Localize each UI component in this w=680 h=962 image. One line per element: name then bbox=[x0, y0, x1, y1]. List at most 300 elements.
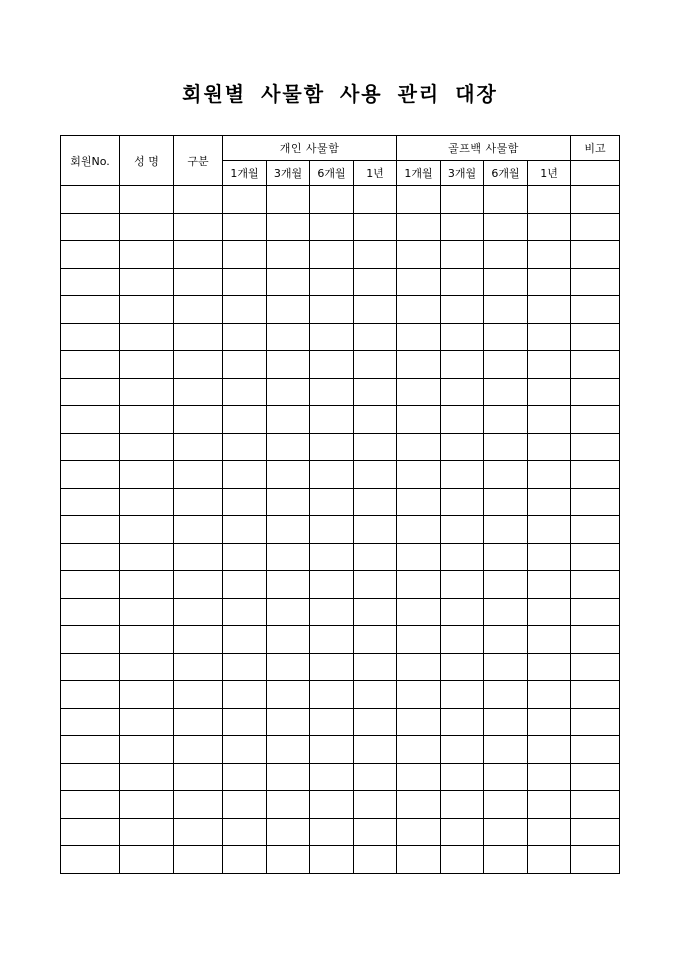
personal-3months-cell[interactable] bbox=[267, 598, 310, 626]
golfbag-1month-cell[interactable] bbox=[397, 846, 441, 874]
golfbag-1year-cell[interactable] bbox=[528, 516, 571, 544]
personal-3months-cell[interactable] bbox=[267, 626, 310, 654]
remarks-cell[interactable] bbox=[571, 708, 620, 736]
personal-1month-cell[interactable] bbox=[223, 571, 267, 599]
golfbag-1month-cell[interactable] bbox=[397, 433, 441, 461]
personal-6months-cell[interactable] bbox=[310, 626, 354, 654]
personal-1year-cell[interactable] bbox=[354, 736, 397, 764]
golfbag-1year-cell[interactable] bbox=[528, 241, 571, 269]
name-cell[interactable] bbox=[120, 598, 174, 626]
personal-1month-cell[interactable] bbox=[223, 461, 267, 489]
personal-6months-cell[interactable] bbox=[310, 543, 354, 571]
category-cell[interactable] bbox=[174, 763, 223, 791]
golfbag-1year-cell[interactable] bbox=[528, 846, 571, 874]
personal-1year-cell[interactable] bbox=[354, 296, 397, 324]
personal-1year-cell[interactable] bbox=[354, 681, 397, 709]
category-cell[interactable] bbox=[174, 653, 223, 681]
personal-1year-cell[interactable] bbox=[354, 433, 397, 461]
personal-1year-cell[interactable] bbox=[354, 543, 397, 571]
golfbag-1month-cell[interactable] bbox=[397, 186, 441, 214]
golfbag-1month-cell[interactable] bbox=[397, 378, 441, 406]
remarks-cell[interactable] bbox=[571, 186, 620, 214]
member-no-cell[interactable] bbox=[61, 268, 120, 296]
personal-3months-cell[interactable] bbox=[267, 406, 310, 434]
personal-6months-cell[interactable] bbox=[310, 241, 354, 269]
personal-6months-cell[interactable] bbox=[310, 351, 354, 379]
golfbag-6months-cell[interactable] bbox=[484, 488, 528, 516]
golfbag-1month-cell[interactable] bbox=[397, 461, 441, 489]
golfbag-3months-cell[interactable] bbox=[441, 268, 484, 296]
golfbag-1month-cell[interactable] bbox=[397, 681, 441, 709]
personal-1month-cell[interactable] bbox=[223, 543, 267, 571]
personal-1year-cell[interactable] bbox=[354, 818, 397, 846]
name-cell[interactable] bbox=[120, 543, 174, 571]
personal-6months-cell[interactable] bbox=[310, 433, 354, 461]
member-no-cell[interactable] bbox=[61, 571, 120, 599]
golfbag-3months-cell[interactable] bbox=[441, 653, 484, 681]
personal-6months-cell[interactable] bbox=[310, 708, 354, 736]
member-no-cell[interactable] bbox=[61, 296, 120, 324]
golfbag-1month-cell[interactable] bbox=[397, 296, 441, 324]
personal-1year-cell[interactable] bbox=[354, 461, 397, 489]
golfbag-6months-cell[interactable] bbox=[484, 763, 528, 791]
golfbag-6months-cell[interactable] bbox=[484, 406, 528, 434]
golfbag-6months-cell[interactable] bbox=[484, 571, 528, 599]
golfbag-3months-cell[interactable] bbox=[441, 736, 484, 764]
golfbag-3months-cell[interactable] bbox=[441, 241, 484, 269]
personal-3months-cell[interactable] bbox=[267, 681, 310, 709]
personal-3months-cell[interactable] bbox=[267, 268, 310, 296]
golfbag-1year-cell[interactable] bbox=[528, 736, 571, 764]
personal-1month-cell[interactable] bbox=[223, 818, 267, 846]
member-no-cell[interactable] bbox=[61, 846, 120, 874]
member-no-cell[interactable] bbox=[61, 818, 120, 846]
member-no-cell[interactable] bbox=[61, 598, 120, 626]
personal-3months-cell[interactable] bbox=[267, 516, 310, 544]
golfbag-6months-cell[interactable] bbox=[484, 653, 528, 681]
golfbag-1month-cell[interactable] bbox=[397, 626, 441, 654]
golfbag-3months-cell[interactable] bbox=[441, 763, 484, 791]
personal-1year-cell[interactable] bbox=[354, 268, 397, 296]
personal-1year-cell[interactable] bbox=[354, 598, 397, 626]
remarks-cell[interactable] bbox=[571, 736, 620, 764]
golfbag-1year-cell[interactable] bbox=[528, 433, 571, 461]
golfbag-1month-cell[interactable] bbox=[397, 763, 441, 791]
personal-1year-cell[interactable] bbox=[354, 351, 397, 379]
personal-1month-cell[interactable] bbox=[223, 763, 267, 791]
personal-1year-cell[interactable] bbox=[354, 791, 397, 819]
remarks-cell[interactable] bbox=[571, 433, 620, 461]
golfbag-1year-cell[interactable] bbox=[528, 351, 571, 379]
remarks-cell[interactable] bbox=[571, 461, 620, 489]
golfbag-3months-cell[interactable] bbox=[441, 516, 484, 544]
remarks-cell[interactable] bbox=[571, 653, 620, 681]
remarks-cell[interactable] bbox=[571, 846, 620, 874]
golfbag-6months-cell[interactable] bbox=[484, 268, 528, 296]
personal-1month-cell[interactable] bbox=[223, 791, 267, 819]
personal-1month-cell[interactable] bbox=[223, 846, 267, 874]
personal-1month-cell[interactable] bbox=[223, 488, 267, 516]
personal-6months-cell[interactable] bbox=[310, 791, 354, 819]
personal-1month-cell[interactable] bbox=[223, 406, 267, 434]
category-cell[interactable] bbox=[174, 598, 223, 626]
personal-3months-cell[interactable] bbox=[267, 543, 310, 571]
member-no-cell[interactable] bbox=[61, 461, 120, 489]
name-cell[interactable] bbox=[120, 846, 174, 874]
name-cell[interactable] bbox=[120, 433, 174, 461]
personal-3months-cell[interactable] bbox=[267, 186, 310, 214]
personal-1month-cell[interactable] bbox=[223, 351, 267, 379]
member-no-cell[interactable] bbox=[61, 351, 120, 379]
member-no-cell[interactable] bbox=[61, 681, 120, 709]
name-cell[interactable] bbox=[120, 818, 174, 846]
golfbag-3months-cell[interactable] bbox=[441, 846, 484, 874]
category-cell[interactable] bbox=[174, 846, 223, 874]
golfbag-3months-cell[interactable] bbox=[441, 461, 484, 489]
category-cell[interactable] bbox=[174, 406, 223, 434]
category-cell[interactable] bbox=[174, 268, 223, 296]
personal-1year-cell[interactable] bbox=[354, 186, 397, 214]
personal-3months-cell[interactable] bbox=[267, 296, 310, 324]
golfbag-1year-cell[interactable] bbox=[528, 461, 571, 489]
golfbag-6months-cell[interactable] bbox=[484, 818, 528, 846]
personal-6months-cell[interactable] bbox=[310, 378, 354, 406]
personal-6months-cell[interactable] bbox=[310, 268, 354, 296]
personal-3months-cell[interactable] bbox=[267, 378, 310, 406]
personal-1year-cell[interactable] bbox=[354, 213, 397, 241]
category-cell[interactable] bbox=[174, 378, 223, 406]
personal-6months-cell[interactable] bbox=[310, 763, 354, 791]
golfbag-3months-cell[interactable] bbox=[441, 488, 484, 516]
personal-6months-cell[interactable] bbox=[310, 736, 354, 764]
personal-1month-cell[interactable] bbox=[223, 736, 267, 764]
personal-1year-cell[interactable] bbox=[354, 241, 397, 269]
personal-1month-cell[interactable] bbox=[223, 708, 267, 736]
golfbag-3months-cell[interactable] bbox=[441, 818, 484, 846]
personal-1year-cell[interactable] bbox=[354, 708, 397, 736]
golfbag-1year-cell[interactable] bbox=[528, 791, 571, 819]
remarks-cell[interactable] bbox=[571, 296, 620, 324]
name-cell[interactable] bbox=[120, 763, 174, 791]
remarks-cell[interactable] bbox=[571, 763, 620, 791]
category-cell[interactable] bbox=[174, 323, 223, 351]
member-no-cell[interactable] bbox=[61, 653, 120, 681]
member-no-cell[interactable] bbox=[61, 708, 120, 736]
golfbag-1year-cell[interactable] bbox=[528, 571, 571, 599]
personal-6months-cell[interactable] bbox=[310, 461, 354, 489]
name-cell[interactable] bbox=[120, 186, 174, 214]
golfbag-6months-cell[interactable] bbox=[484, 736, 528, 764]
golfbag-6months-cell[interactable] bbox=[484, 433, 528, 461]
category-cell[interactable] bbox=[174, 433, 223, 461]
golfbag-1year-cell[interactable] bbox=[528, 626, 571, 654]
golfbag-3months-cell[interactable] bbox=[441, 571, 484, 599]
personal-6months-cell[interactable] bbox=[310, 296, 354, 324]
personal-6months-cell[interactable] bbox=[310, 406, 354, 434]
golfbag-1month-cell[interactable] bbox=[397, 736, 441, 764]
personal-1year-cell[interactable] bbox=[354, 378, 397, 406]
personal-1year-cell[interactable] bbox=[354, 488, 397, 516]
personal-1month-cell[interactable] bbox=[223, 268, 267, 296]
golfbag-1year-cell[interactable] bbox=[528, 488, 571, 516]
golfbag-1year-cell[interactable] bbox=[528, 323, 571, 351]
personal-3months-cell[interactable] bbox=[267, 351, 310, 379]
member-no-cell[interactable] bbox=[61, 763, 120, 791]
name-cell[interactable] bbox=[120, 791, 174, 819]
golfbag-1year-cell[interactable] bbox=[528, 598, 571, 626]
member-no-cell[interactable] bbox=[61, 791, 120, 819]
golfbag-6months-cell[interactable] bbox=[484, 186, 528, 214]
personal-6months-cell[interactable] bbox=[310, 681, 354, 709]
golfbag-6months-cell[interactable] bbox=[484, 378, 528, 406]
golfbag-3months-cell[interactable] bbox=[441, 351, 484, 379]
category-cell[interactable] bbox=[174, 543, 223, 571]
name-cell[interactable] bbox=[120, 626, 174, 654]
name-cell[interactable] bbox=[120, 351, 174, 379]
member-no-cell[interactable] bbox=[61, 516, 120, 544]
golfbag-1month-cell[interactable] bbox=[397, 323, 441, 351]
golfbag-1month-cell[interactable] bbox=[397, 488, 441, 516]
golfbag-6months-cell[interactable] bbox=[484, 296, 528, 324]
golfbag-3months-cell[interactable] bbox=[441, 186, 484, 214]
name-cell[interactable] bbox=[120, 296, 174, 324]
golfbag-1year-cell[interactable] bbox=[528, 653, 571, 681]
golfbag-1year-cell[interactable] bbox=[528, 268, 571, 296]
personal-1month-cell[interactable] bbox=[223, 433, 267, 461]
remarks-cell[interactable] bbox=[571, 406, 620, 434]
remarks-cell[interactable] bbox=[571, 791, 620, 819]
golfbag-1month-cell[interactable] bbox=[397, 406, 441, 434]
remarks-cell[interactable] bbox=[571, 598, 620, 626]
personal-1year-cell[interactable] bbox=[354, 653, 397, 681]
remarks-cell[interactable] bbox=[571, 488, 620, 516]
member-no-cell[interactable] bbox=[61, 323, 120, 351]
member-no-cell[interactable] bbox=[61, 241, 120, 269]
golfbag-1month-cell[interactable] bbox=[397, 268, 441, 296]
name-cell[interactable] bbox=[120, 571, 174, 599]
category-cell[interactable] bbox=[174, 708, 223, 736]
personal-3months-cell[interactable] bbox=[267, 763, 310, 791]
category-cell[interactable] bbox=[174, 571, 223, 599]
remarks-cell[interactable] bbox=[571, 241, 620, 269]
member-no-cell[interactable] bbox=[61, 213, 120, 241]
golfbag-1month-cell[interactable] bbox=[397, 653, 441, 681]
member-no-cell[interactable] bbox=[61, 378, 120, 406]
golfbag-6months-cell[interactable] bbox=[484, 213, 528, 241]
personal-3months-cell[interactable] bbox=[267, 791, 310, 819]
golfbag-6months-cell[interactable] bbox=[484, 516, 528, 544]
golfbag-1year-cell[interactable] bbox=[528, 543, 571, 571]
personal-1year-cell[interactable] bbox=[354, 846, 397, 874]
personal-3months-cell[interactable] bbox=[267, 241, 310, 269]
category-cell[interactable] bbox=[174, 461, 223, 489]
name-cell[interactable] bbox=[120, 653, 174, 681]
golfbag-1month-cell[interactable] bbox=[397, 516, 441, 544]
personal-3months-cell[interactable] bbox=[267, 708, 310, 736]
personal-6months-cell[interactable] bbox=[310, 818, 354, 846]
name-cell[interactable] bbox=[120, 241, 174, 269]
personal-1month-cell[interactable] bbox=[223, 626, 267, 654]
category-cell[interactable] bbox=[174, 488, 223, 516]
personal-1month-cell[interactable] bbox=[223, 213, 267, 241]
golfbag-1month-cell[interactable] bbox=[397, 213, 441, 241]
golfbag-3months-cell[interactable] bbox=[441, 296, 484, 324]
category-cell[interactable] bbox=[174, 186, 223, 214]
personal-6months-cell[interactable] bbox=[310, 598, 354, 626]
personal-6months-cell[interactable] bbox=[310, 186, 354, 214]
golfbag-3months-cell[interactable] bbox=[441, 791, 484, 819]
golfbag-6months-cell[interactable] bbox=[484, 846, 528, 874]
golfbag-1month-cell[interactable] bbox=[397, 791, 441, 819]
personal-3months-cell[interactable] bbox=[267, 433, 310, 461]
golfbag-1month-cell[interactable] bbox=[397, 598, 441, 626]
remarks-cell[interactable] bbox=[571, 351, 620, 379]
personal-3months-cell[interactable] bbox=[267, 736, 310, 764]
golfbag-3months-cell[interactable] bbox=[441, 433, 484, 461]
personal-3months-cell[interactable] bbox=[267, 653, 310, 681]
name-cell[interactable] bbox=[120, 736, 174, 764]
category-cell[interactable] bbox=[174, 681, 223, 709]
member-no-cell[interactable] bbox=[61, 433, 120, 461]
member-no-cell[interactable] bbox=[61, 186, 120, 214]
golfbag-3months-cell[interactable] bbox=[441, 681, 484, 709]
personal-6months-cell[interactable] bbox=[310, 653, 354, 681]
member-no-cell[interactable] bbox=[61, 736, 120, 764]
name-cell[interactable] bbox=[120, 681, 174, 709]
name-cell[interactable] bbox=[120, 461, 174, 489]
golfbag-3months-cell[interactable] bbox=[441, 598, 484, 626]
category-cell[interactable] bbox=[174, 241, 223, 269]
category-cell[interactable] bbox=[174, 296, 223, 324]
category-cell[interactable] bbox=[174, 213, 223, 241]
golfbag-1year-cell[interactable] bbox=[528, 186, 571, 214]
personal-1year-cell[interactable] bbox=[354, 571, 397, 599]
golfbag-6months-cell[interactable] bbox=[484, 241, 528, 269]
name-cell[interactable] bbox=[120, 213, 174, 241]
remarks-cell[interactable] bbox=[571, 268, 620, 296]
name-cell[interactable] bbox=[120, 323, 174, 351]
name-cell[interactable] bbox=[120, 378, 174, 406]
remarks-cell[interactable] bbox=[571, 213, 620, 241]
personal-6months-cell[interactable] bbox=[310, 516, 354, 544]
personal-1month-cell[interactable] bbox=[223, 653, 267, 681]
golfbag-6months-cell[interactable] bbox=[484, 626, 528, 654]
name-cell[interactable] bbox=[120, 708, 174, 736]
golfbag-6months-cell[interactable] bbox=[484, 461, 528, 489]
golfbag-6months-cell[interactable] bbox=[484, 543, 528, 571]
golfbag-1year-cell[interactable] bbox=[528, 296, 571, 324]
golfbag-1month-cell[interactable] bbox=[397, 571, 441, 599]
personal-3months-cell[interactable] bbox=[267, 846, 310, 874]
personal-3months-cell[interactable] bbox=[267, 571, 310, 599]
remarks-cell[interactable] bbox=[571, 571, 620, 599]
golfbag-3months-cell[interactable] bbox=[441, 543, 484, 571]
name-cell[interactable] bbox=[120, 488, 174, 516]
golfbag-6months-cell[interactable] bbox=[484, 791, 528, 819]
remarks-cell[interactable] bbox=[571, 516, 620, 544]
golfbag-1year-cell[interactable] bbox=[528, 818, 571, 846]
remarks-cell[interactable] bbox=[571, 681, 620, 709]
personal-1month-cell[interactable] bbox=[223, 378, 267, 406]
golfbag-6months-cell[interactable] bbox=[484, 708, 528, 736]
golfbag-3months-cell[interactable] bbox=[441, 406, 484, 434]
golfbag-1year-cell[interactable] bbox=[528, 763, 571, 791]
golfbag-1year-cell[interactable] bbox=[528, 378, 571, 406]
name-cell[interactable] bbox=[120, 406, 174, 434]
member-no-cell[interactable] bbox=[61, 488, 120, 516]
golfbag-6months-cell[interactable] bbox=[484, 598, 528, 626]
personal-1month-cell[interactable] bbox=[223, 296, 267, 324]
category-cell[interactable] bbox=[174, 791, 223, 819]
name-cell[interactable] bbox=[120, 516, 174, 544]
member-no-cell[interactable] bbox=[61, 626, 120, 654]
golfbag-1year-cell[interactable] bbox=[528, 681, 571, 709]
remarks-cell[interactable] bbox=[571, 818, 620, 846]
golfbag-3months-cell[interactable] bbox=[441, 626, 484, 654]
personal-1month-cell[interactable] bbox=[223, 681, 267, 709]
golfbag-3months-cell[interactable] bbox=[441, 213, 484, 241]
personal-6months-cell[interactable] bbox=[310, 488, 354, 516]
category-cell[interactable] bbox=[174, 351, 223, 379]
personal-3months-cell[interactable] bbox=[267, 213, 310, 241]
golfbag-1month-cell[interactable] bbox=[397, 543, 441, 571]
remarks-cell[interactable] bbox=[571, 378, 620, 406]
golfbag-6months-cell[interactable] bbox=[484, 323, 528, 351]
category-cell[interactable] bbox=[174, 626, 223, 654]
golfbag-1year-cell[interactable] bbox=[528, 406, 571, 434]
category-cell[interactable] bbox=[174, 736, 223, 764]
personal-3months-cell[interactable] bbox=[267, 461, 310, 489]
golfbag-1year-cell[interactable] bbox=[528, 708, 571, 736]
personal-1year-cell[interactable] bbox=[354, 516, 397, 544]
member-no-cell[interactable] bbox=[61, 543, 120, 571]
golfbag-1month-cell[interactable] bbox=[397, 241, 441, 269]
personal-6months-cell[interactable] bbox=[310, 846, 354, 874]
personal-3months-cell[interactable] bbox=[267, 488, 310, 516]
remarks-cell[interactable] bbox=[571, 323, 620, 351]
remarks-cell[interactable] bbox=[571, 626, 620, 654]
personal-3months-cell[interactable] bbox=[267, 818, 310, 846]
golfbag-3months-cell[interactable] bbox=[441, 708, 484, 736]
personal-1year-cell[interactable] bbox=[354, 763, 397, 791]
golfbag-1month-cell[interactable] bbox=[397, 351, 441, 379]
member-no-cell[interactable] bbox=[61, 406, 120, 434]
golfbag-6months-cell[interactable] bbox=[484, 351, 528, 379]
personal-1year-cell[interactable] bbox=[354, 323, 397, 351]
personal-1year-cell[interactable] bbox=[354, 626, 397, 654]
personal-6months-cell[interactable] bbox=[310, 213, 354, 241]
category-cell[interactable] bbox=[174, 818, 223, 846]
personal-1month-cell[interactable] bbox=[223, 323, 267, 351]
name-cell[interactable] bbox=[120, 268, 174, 296]
golfbag-1month-cell[interactable] bbox=[397, 708, 441, 736]
golfbag-3months-cell[interactable] bbox=[441, 378, 484, 406]
golfbag-1year-cell[interactable] bbox=[528, 213, 571, 241]
personal-6months-cell[interactable] bbox=[310, 323, 354, 351]
personal-6months-cell[interactable] bbox=[310, 571, 354, 599]
category-cell[interactable] bbox=[174, 516, 223, 544]
remarks-cell[interactable] bbox=[571, 543, 620, 571]
personal-1month-cell[interactable] bbox=[223, 241, 267, 269]
personal-1month-cell[interactable] bbox=[223, 516, 267, 544]
personal-3months-cell[interactable] bbox=[267, 323, 310, 351]
golfbag-3months-cell[interactable] bbox=[441, 323, 484, 351]
golfbag-6months-cell[interactable] bbox=[484, 681, 528, 709]
personal-1month-cell[interactable] bbox=[223, 186, 267, 214]
personal-1year-cell[interactable] bbox=[354, 406, 397, 434]
golfbag-1month-cell[interactable] bbox=[397, 818, 441, 846]
personal-1month-cell[interactable] bbox=[223, 598, 267, 626]
